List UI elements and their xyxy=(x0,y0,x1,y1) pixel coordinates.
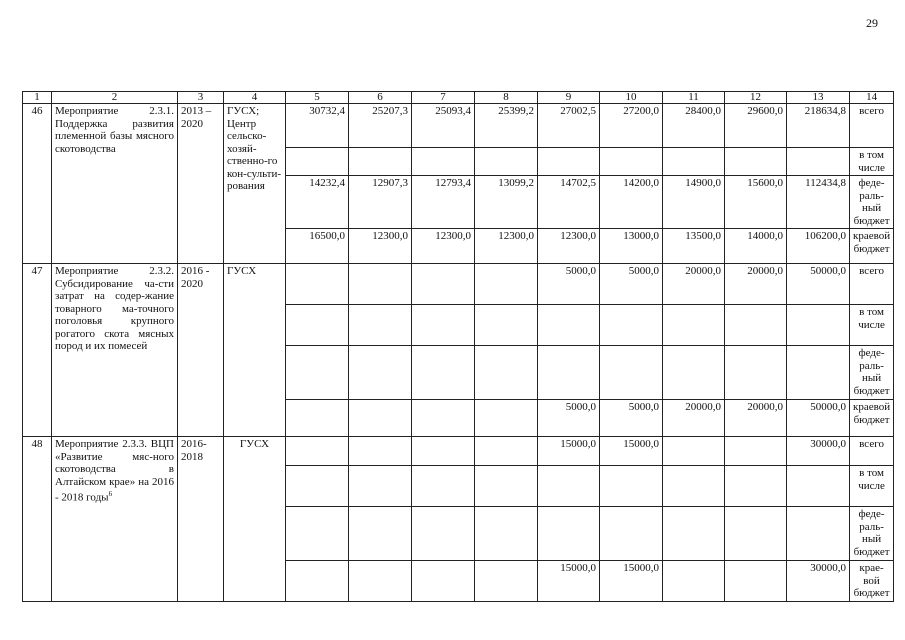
amount-cell: 14000,0 xyxy=(725,229,787,264)
amount-cell: 13099,2 xyxy=(475,176,538,229)
amount-cell: 14702,5 xyxy=(538,176,600,229)
activity-name xyxy=(52,264,178,437)
amount-cell: 5000,0 xyxy=(538,264,600,305)
amount-cell xyxy=(412,264,475,305)
amount-cell xyxy=(286,264,349,305)
amount-cell xyxy=(725,437,787,466)
amount-cell: 30000,0 xyxy=(787,561,850,602)
amount-cell xyxy=(475,400,538,437)
amount-cell xyxy=(349,437,412,466)
amount-cell xyxy=(600,507,663,561)
executor: ГУСХ xyxy=(224,437,286,602)
funding-source: всего xyxy=(850,437,894,466)
amount-cell xyxy=(663,507,725,561)
amount-cell xyxy=(286,305,349,346)
amount-cell: 218634,8 xyxy=(787,104,850,148)
funding-source: феде-раль-ный бюджет xyxy=(850,507,894,561)
amount-cell: 20000,0 xyxy=(725,400,787,437)
budget-table xyxy=(22,91,894,602)
header-cell-2: 2 xyxy=(52,92,178,104)
funding-source: крае-вой бюджет xyxy=(850,561,894,602)
period: 2013 – 2020 xyxy=(178,104,224,264)
amount-cell xyxy=(349,264,412,305)
amount-cell: 5000,0 xyxy=(600,400,663,437)
amount-cell xyxy=(286,148,349,176)
amount-cell: 12300,0 xyxy=(412,229,475,264)
amount-cell xyxy=(349,305,412,346)
amount-cell xyxy=(412,561,475,602)
amount-cell: 27002,5 xyxy=(538,104,600,148)
amount-cell: 14900,0 xyxy=(663,176,725,229)
amount-cell: 12793,4 xyxy=(412,176,475,229)
amount-cell: 5000,0 xyxy=(600,264,663,305)
activity-name-text: Мероприятие 2.3.1. Поддержка развития племенной базы мясного скотоводства xyxy=(55,105,174,155)
amount-cell xyxy=(286,507,349,561)
amount-cell xyxy=(412,466,475,507)
header-cell-10: 10 xyxy=(600,92,663,104)
amount-cell xyxy=(286,466,349,507)
funding-source: краевой бюджет xyxy=(850,229,894,264)
header-cell-12: 12 xyxy=(725,92,787,104)
row-number: 47 xyxy=(23,264,52,437)
period: 2016- 2018 xyxy=(178,437,224,602)
amount-cell xyxy=(663,148,725,176)
header-cell-7: 7 xyxy=(412,92,475,104)
header-cell-11: 11 xyxy=(663,92,725,104)
amount-cell xyxy=(475,264,538,305)
amount-cell xyxy=(349,346,412,400)
row-number: 46 xyxy=(23,104,52,264)
amount-cell xyxy=(412,437,475,466)
executor: ГУСХ xyxy=(224,264,286,437)
amount-cell: 50000,0 xyxy=(787,400,850,437)
amount-cell xyxy=(538,346,600,400)
header-cell-5: 5 xyxy=(286,92,349,104)
row-number: 48 xyxy=(23,437,52,602)
funding-source: в том числе xyxy=(850,466,894,507)
amount-cell: 106200,0 xyxy=(787,229,850,264)
funding-source: краевой бюджет xyxy=(850,400,894,437)
amount-cell xyxy=(286,437,349,466)
amount-cell: 14232,4 xyxy=(286,176,349,229)
amount-cell xyxy=(663,346,725,400)
amount-cell xyxy=(725,305,787,346)
amount-cell xyxy=(663,305,725,346)
table-row xyxy=(23,264,894,305)
amount-cell xyxy=(349,400,412,437)
header-cell-6: 6 xyxy=(349,92,412,104)
amount-cell: 12907,3 xyxy=(349,176,412,229)
amount-cell: 27200,0 xyxy=(600,104,663,148)
amount-cell xyxy=(663,466,725,507)
amount-cell xyxy=(787,305,850,346)
amount-cell xyxy=(538,148,600,176)
amount-cell: 15000,0 xyxy=(600,437,663,466)
funding-source: феде-раль-ный бюджет xyxy=(850,176,894,229)
amount-cell: 20000,0 xyxy=(663,400,725,437)
amount-cell xyxy=(349,507,412,561)
amount-cell: 20000,0 xyxy=(663,264,725,305)
amount-cell: 28400,0 xyxy=(663,104,725,148)
amount-cell xyxy=(600,466,663,507)
amount-cell: 30000,0 xyxy=(787,437,850,466)
amount-cell: 16500,0 xyxy=(286,229,349,264)
amount-cell xyxy=(538,466,600,507)
amount-cell xyxy=(412,400,475,437)
funding-source: феде-раль-ный бюджет xyxy=(850,346,894,400)
amount-cell xyxy=(600,346,663,400)
amount-cell xyxy=(475,507,538,561)
amount-cell: 15000,0 xyxy=(600,561,663,602)
header-cell-4: 4 xyxy=(224,92,286,104)
header-row xyxy=(23,92,894,104)
funding-source: всего xyxy=(850,104,894,148)
amount-cell xyxy=(725,148,787,176)
period: 2016 - 2020 xyxy=(178,264,224,437)
amount-cell xyxy=(286,346,349,400)
amount-cell xyxy=(475,305,538,346)
amount-cell: 25207,3 xyxy=(349,104,412,148)
amount-cell: 29600,0 xyxy=(725,104,787,148)
amount-cell xyxy=(412,346,475,400)
amount-cell xyxy=(349,148,412,176)
amount-cell: 14200,0 xyxy=(600,176,663,229)
executor: ГУСХ; Центр сельско-хозяй-ственно-го кон-сульти-рования xyxy=(224,104,286,264)
amount-cell xyxy=(663,561,725,602)
amount-cell xyxy=(600,305,663,346)
amount-cell: 112434,8 xyxy=(787,176,850,229)
activity-name-text: Мероприятие 2.3.3. ВЦП «Развитие мяс-ного скотоводства в Алтайском крае» на 2016 - 2018 годы xyxy=(55,438,174,504)
page-number: 29 xyxy=(866,16,878,30)
amount-cell: 50000,0 xyxy=(787,264,850,305)
funding-source: в том числе xyxy=(850,148,894,176)
header-cell-13: 13 xyxy=(787,92,850,104)
amount-cell: 15000,0 xyxy=(538,561,600,602)
table-row xyxy=(23,437,894,466)
amount-cell xyxy=(663,437,725,466)
amount-cell xyxy=(787,507,850,561)
amount-cell xyxy=(412,305,475,346)
amount-cell: 20000,0 xyxy=(725,264,787,305)
amount-cell: 12300,0 xyxy=(349,229,412,264)
amount-cell xyxy=(787,148,850,176)
amount-cell xyxy=(538,305,600,346)
amount-cell xyxy=(538,507,600,561)
amount-cell xyxy=(475,437,538,466)
amount-cell: 12300,0 xyxy=(475,229,538,264)
footnote-marker: 6 xyxy=(108,490,113,498)
amount-cell: 12300,0 xyxy=(538,229,600,264)
funding-source: в том числе xyxy=(850,305,894,346)
amount-cell xyxy=(787,466,850,507)
amount-cell: 15600,0 xyxy=(725,176,787,229)
funding-source: всего xyxy=(850,264,894,305)
amount-cell xyxy=(475,466,538,507)
amount-cell: 25399,2 xyxy=(475,104,538,148)
amount-cell xyxy=(475,148,538,176)
activity-name-text: Мероприятие 2.3.2. Субсидирование ча-сти затрат на содер-жание товарного ма-точного поголовья крупного рогатого скота мясных пород и их помесей xyxy=(55,265,174,352)
header-cell-8: 8 xyxy=(475,92,538,104)
amount-cell xyxy=(725,561,787,602)
amount-cell: 13000,0 xyxy=(600,229,663,264)
amount-cell xyxy=(725,507,787,561)
header-cell-9: 9 xyxy=(538,92,600,104)
amount-cell xyxy=(725,346,787,400)
amount-cell xyxy=(286,561,349,602)
header-cell-3: 3 xyxy=(178,92,224,104)
amount-cell xyxy=(475,561,538,602)
amount-cell: 15000,0 xyxy=(538,437,600,466)
amount-cell xyxy=(349,561,412,602)
amount-cell xyxy=(475,346,538,400)
amount-cell: 25093,4 xyxy=(412,104,475,148)
amount-cell xyxy=(412,148,475,176)
activity-name xyxy=(52,104,178,264)
amount-cell xyxy=(725,466,787,507)
amount-cell xyxy=(412,507,475,561)
amount-cell: 13500,0 xyxy=(663,229,725,264)
amount-cell: 30732,4 xyxy=(286,104,349,148)
amount-cell xyxy=(600,148,663,176)
header-cell-14: 14 xyxy=(850,92,894,104)
amount-cell xyxy=(787,346,850,400)
amount-cell xyxy=(286,400,349,437)
header-cell-1: 1 xyxy=(23,92,52,104)
table-row xyxy=(23,104,894,148)
amount-cell xyxy=(349,466,412,507)
amount-cell: 5000,0 xyxy=(538,400,600,437)
activity-name xyxy=(52,437,178,602)
